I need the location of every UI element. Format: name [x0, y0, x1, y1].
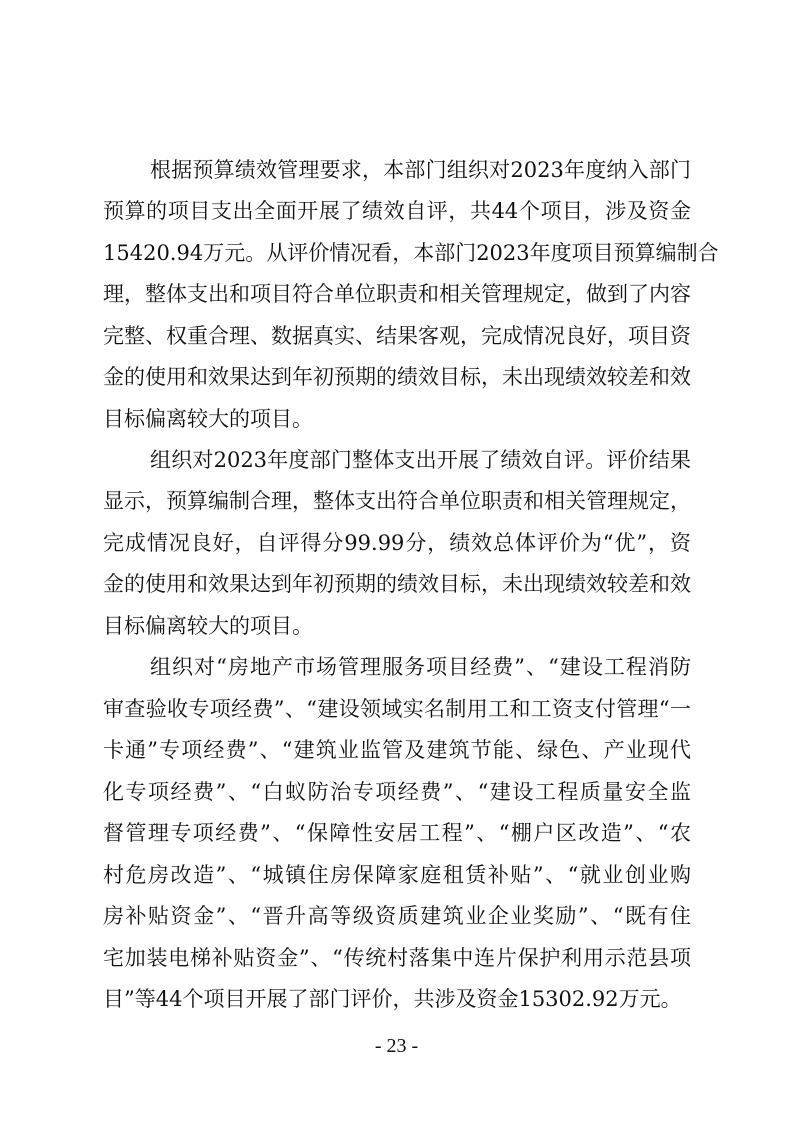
paragraph-line: 目标偏离较大的项目。: [103, 614, 313, 638]
paragraph-line: 目”等44个项目开展了部门评价，共涉及资金15302.92万元。: [103, 987, 682, 1011]
paragraph-line: 督管理专项经费”、“保障性安居工程”、“棚户区改造”、“农: [103, 821, 691, 845]
paragraph-line: 完成情况良好，自评得分99.99分，绩效总体评价为“优”，资: [103, 531, 691, 555]
paragraph-line: 村危房改造”、“城镇住房保障家庭租赁补贴”、“就业创业购: [103, 863, 691, 887]
paragraph-line: 15420.94万元。从评价情况看，本部门2023年度项目预算编制合: [103, 241, 719, 265]
paragraph-line: 目标偏离较大的项目。: [103, 407, 313, 431]
paragraph-line: 组织对2023年度部门整体支出开展了绩效自评。评价结果: [150, 448, 691, 472]
paragraph-line: 审查验收专项经费”、“建设领域实名制用工和工资支付管理“一: [103, 697, 691, 721]
paragraph-line: 金的使用和效果达到年初预期的绩效目标，未出现绩效较差和效: [103, 572, 691, 596]
paragraph-line: 宅加装电梯补贴资金”、“传统村落集中连片保护利用示范县项: [103, 946, 691, 970]
paragraph-line: 化专项经费”、“白蚁防治专项经费”、“建设工程质量安全监: [103, 780, 691, 804]
paragraph-line: 根据预算绩效管理要求，本部门组织对2023年度纳入部门: [150, 158, 691, 182]
paragraph-line: 卡通”专项经费”、“建筑业监管及建筑节能、绿色、产业现代: [103, 738, 691, 762]
paragraph-line: 预算的项目支出全面开展了绩效自评，共44个项目，涉及资金: [103, 199, 691, 223]
paragraph-line: 完整、权重合理、数据真实、结果客观，完成情况良好，项目资: [103, 324, 691, 348]
page-number: - 23 -: [374, 1035, 419, 1057]
paragraph-line: 显示，预算编制合理，整体支出符合单位职责和相关管理规定，: [103, 489, 691, 513]
paragraph-line: 房补贴资金”、“晋升高等级资质建筑业企业奖励”、“既有住: [103, 904, 691, 928]
paragraph-line: 理，整体支出和项目符合单位职责和相关管理规定，做到了内容: [103, 282, 691, 306]
paragraph-line: 金的使用和效果达到年初预期的绩效目标，未出现绩效较差和效: [103, 365, 691, 389]
paragraph-line: 组织对“房地产市场管理服务项目经费”、“建设工程消防: [150, 655, 691, 679]
